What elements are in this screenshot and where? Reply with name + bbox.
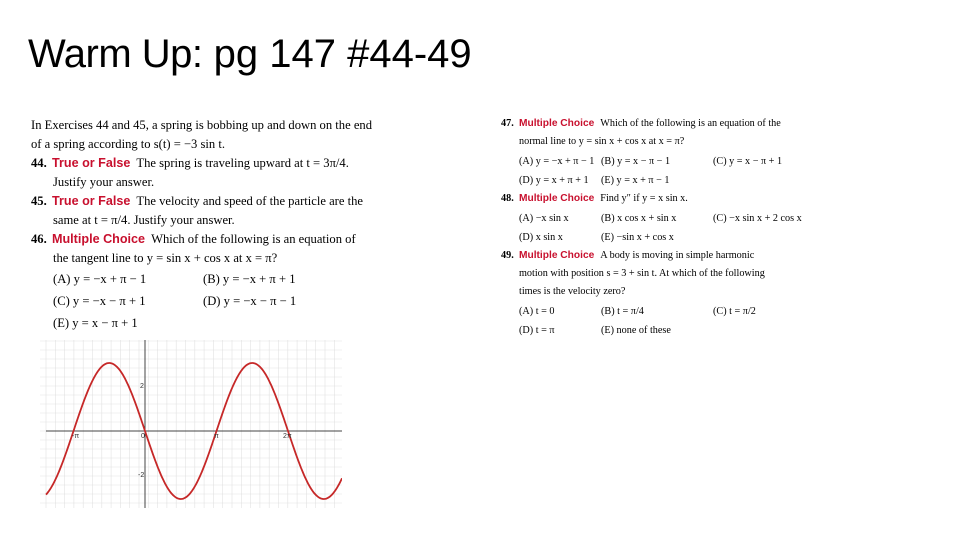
- question-type-tag: Multiple Choice: [519, 250, 595, 261]
- intro-line-2: of a spring according to s(t) = −3 sin t.: [31, 137, 225, 151]
- textbook-excerpt-left: [31, 116, 411, 333]
- question-45-continued: same at t = π/4. Justify your answer.: [53, 213, 235, 227]
- question-number: 47.: [501, 118, 514, 129]
- choice-a: (A) −x sin x: [519, 213, 569, 224]
- answer-choices-49: [501, 303, 841, 340]
- choice-b: (B) x cos x + sin x: [601, 213, 677, 224]
- question-49-continued: motion with position s = 3 + sin t. At which of the following: [519, 268, 765, 279]
- y-tick-neg-2: -2: [138, 472, 145, 479]
- question-48: [501, 190, 841, 208]
- question-text: The spring is traveling upward at t = 3π/4.: [136, 156, 349, 170]
- choice-d: (D) y = −x − π − 1: [203, 294, 297, 308]
- choice-e: (E) y = x + π − 1: [601, 175, 670, 186]
- choice-e: (E) none of these: [601, 325, 671, 336]
- answer-choices-47: [501, 153, 841, 190]
- intro-line-1: In Exercises 44 and 45, a spring is bobbing up and down on the end: [31, 118, 373, 132]
- slide-title: [28, 28, 472, 80]
- question-number: 48.: [501, 193, 514, 204]
- choice-d: (D) x sin x: [519, 232, 563, 243]
- title-page-ref: pg 147 #44-49: [202, 32, 472, 76]
- question-type-tag: Multiple Choice: [519, 193, 595, 204]
- choice-a: (A) y = −x + π − 1: [519, 156, 595, 167]
- x-tick-pi: π: [214, 433, 219, 440]
- question-number: 44.: [31, 156, 47, 170]
- question-type-tag: Multiple Choice: [519, 118, 595, 129]
- question-text: The velocity and speed of the particle are the: [136, 194, 363, 208]
- question-number: 49.: [501, 250, 514, 261]
- choice-e: (E) y = x − π + 1: [53, 316, 138, 330]
- question-46-continued: the tangent line to y = sin x + cos x at x = π?: [53, 251, 278, 265]
- x-tick-two-pi: 2π: [283, 433, 292, 440]
- choice-d: (D) t = π: [519, 325, 555, 336]
- choice-c: (C) y = x − π + 1: [713, 156, 783, 167]
- y-tick-2: 2: [140, 383, 144, 390]
- choice-d: (D) y = x + π + 1: [519, 175, 589, 186]
- question-type-tag: Multiple Choice: [52, 232, 146, 246]
- question-47-continued: normal line to y = sin x + cos x at x = π?: [519, 136, 685, 147]
- question-type-tag: True or False: [52, 156, 131, 170]
- choice-b: (B) y = −x + π + 1: [203, 272, 296, 286]
- question-text: Which of the following is an equation of the: [600, 118, 781, 129]
- title-warm-up: Warm Up:: [28, 32, 203, 76]
- question-number: 45.: [31, 194, 47, 208]
- question-45: [31, 192, 411, 211]
- function-graph: [40, 340, 342, 508]
- sine-graph-figure: [40, 340, 342, 508]
- question-type-tag: True or False: [52, 194, 131, 208]
- x-tick-neg-pi: -π: [72, 433, 80, 440]
- graph-background: [40, 340, 342, 508]
- choice-a: (A) t = 0: [519, 306, 555, 317]
- question-44-continued: Justify your answer.: [53, 175, 155, 189]
- choice-c: (C) −x sin x + 2 cos x: [713, 213, 802, 224]
- question-number: 46.: [31, 232, 47, 246]
- question-text: Which of the following is an equation of: [151, 232, 356, 246]
- question-49: [501, 247, 841, 265]
- choice-e: (E) −sin x + cos x: [601, 232, 674, 243]
- choice-c: (C) y = −x − π + 1: [53, 294, 146, 308]
- answer-choices-48: [501, 210, 841, 247]
- question-text: Find y″ if y = x sin x.: [600, 193, 688, 204]
- question-47: [501, 115, 841, 133]
- answer-choices-46: [31, 270, 411, 333]
- choice-b: (B) t = π/4: [601, 306, 644, 317]
- textbook-excerpt-right: [501, 115, 841, 340]
- choice-a: (A) y = −x + π − 1: [53, 272, 147, 286]
- question-text: A body is moving in simple harmonic: [600, 250, 755, 261]
- x-tick-zero: 0: [141, 433, 145, 440]
- question-49-continued-2: times is the velocity zero?: [519, 286, 626, 297]
- question-46: [31, 230, 411, 249]
- question-44: [31, 154, 411, 173]
- choice-c: (C) t = π/2: [713, 306, 756, 317]
- choice-b: (B) y = x − π − 1: [601, 156, 671, 167]
